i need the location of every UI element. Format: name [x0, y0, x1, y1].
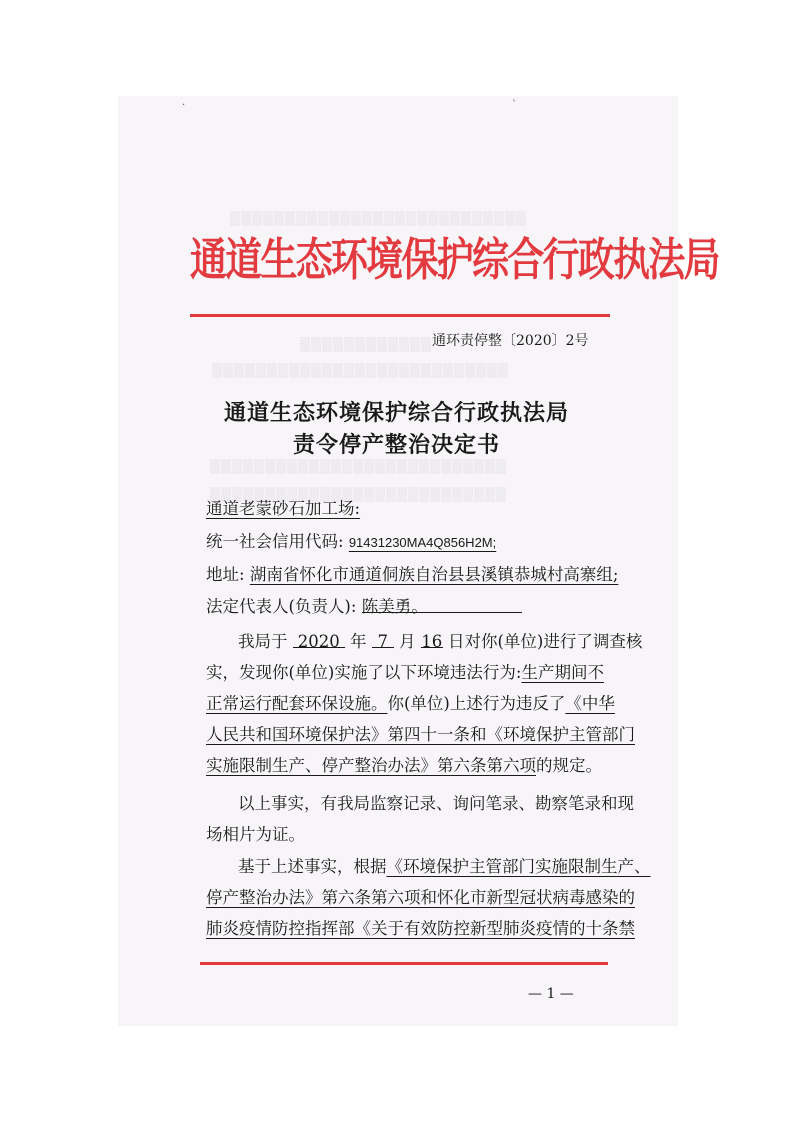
paragraph-1-line-3: [206, 689, 615, 719]
letterhead-rule: [190, 314, 610, 317]
paragraph-1-line-1: [238, 627, 642, 657]
underlined-text: 《环境保护主管部门实施限制生产、: [386, 857, 651, 876]
scan-mark: ·: [182, 100, 186, 111]
date-year: 2020: [293, 627, 345, 648]
bleed-through: ▒▒▒▒▒▒▒▒▒▒▒▒▒▒▒▒▒▒▒▒▒▒▒▒▒▒▒: [210, 488, 507, 503]
text: 实，发现你(单位)实施了以下环境违法行为:: [206, 663, 522, 682]
document-number: 通环责停整〔2020〕2号: [432, 333, 589, 349]
paragraph-2-line-1: 以上事实，有我局监察记录、询问笔录、勘察笔录和现: [238, 794, 634, 813]
legal-rep-line: [206, 592, 522, 622]
underlined-text: 肺炎疫情防控指挥部《关于有效防控新型肺炎疫情的十条禁: [206, 919, 635, 938]
paragraph-3-line-2: [206, 883, 635, 913]
letterhead-title: 通道生态环境保护综合行政执法局: [190, 233, 719, 286]
page-number: — 1 —: [528, 986, 574, 1002]
credit-code-value: 91431230MA4Q856H2M;: [348, 535, 497, 550]
text: 年: [350, 632, 367, 651]
paragraph-3-line-1: [238, 852, 651, 882]
recipient-name-text: 通道老蒙砂石加工场:: [206, 499, 361, 518]
document-title-line2: 责令停产整治决定书: [292, 432, 500, 458]
underlined-text: 正常运行配套环保设施。: [206, 694, 388, 713]
paragraph-1-line-2: [206, 658, 604, 688]
underlined-text: 人民共和国环境保护法》第四十一条和《环境保护主管部门: [206, 725, 635, 744]
text: 月: [399, 632, 416, 651]
paragraph-1-line-5: [206, 751, 602, 781]
bleed-through: ▒▒▒▒▒▒▒▒▒▒▒▒▒▒▒▒▒▒▒▒▒▒▒▒▒▒▒: [212, 364, 509, 379]
recipient-name: [206, 494, 360, 524]
paragraph-2-line-2: 场相片为证。: [206, 825, 305, 844]
address-line: [206, 560, 618, 590]
credit-code-line: [206, 527, 496, 558]
text: 我局于: [238, 632, 288, 651]
paragraph-3-line-3: [206, 914, 635, 944]
bleed-through: ▒▒▒▒▒▒▒▒▒▒▒▒▒▒▒▒▒▒▒▒▒▒▒▒▒▒▒: [210, 460, 507, 475]
underlined-text: 《中华: [565, 694, 615, 713]
address-label: 地址:: [206, 565, 245, 584]
date-month: 7: [372, 627, 394, 648]
underlined-text: 生产期间不: [521, 663, 604, 682]
underlined-text: 停产整治办法》第六条第六项和怀化市新型冠状病毒感染的: [206, 888, 635, 907]
text: 基于上述事实，根据: [238, 857, 387, 876]
text: 的规定。: [536, 756, 602, 775]
date-day: 16: [421, 627, 443, 648]
legal-rep-value: 陈美勇。: [362, 592, 522, 613]
bleed-through: ▒▒▒▒▒▒▒▒▒▒▒▒: [300, 338, 432, 353]
bleed-through: ▒▒▒▒▒▒▒▒▒▒▒▒▒▒▒▒▒▒▒▒▒▒▒▒▒▒▒: [230, 212, 527, 227]
underlined-text: 实施限制生产、停产整治办法》第六条第六项: [206, 756, 536, 775]
text: 日对你(单位)进行了调查核: [448, 632, 643, 651]
paragraph-1-line-4: [206, 720, 635, 750]
address-value: 湖南省怀化市通道侗族自治县县溪镇恭城村高寨组;: [249, 565, 619, 584]
scan-mark: `: [512, 100, 517, 111]
credit-code-label: 统一社会信用代码:: [206, 532, 344, 551]
footer-rule: [200, 962, 608, 965]
text: 你(单位)上述行为违反了: [387, 694, 566, 713]
document-title-line1: 通道生态环境保护综合行政执法局: [223, 400, 569, 426]
legal-rep-label: 法定代表人(负责人):: [206, 597, 357, 616]
